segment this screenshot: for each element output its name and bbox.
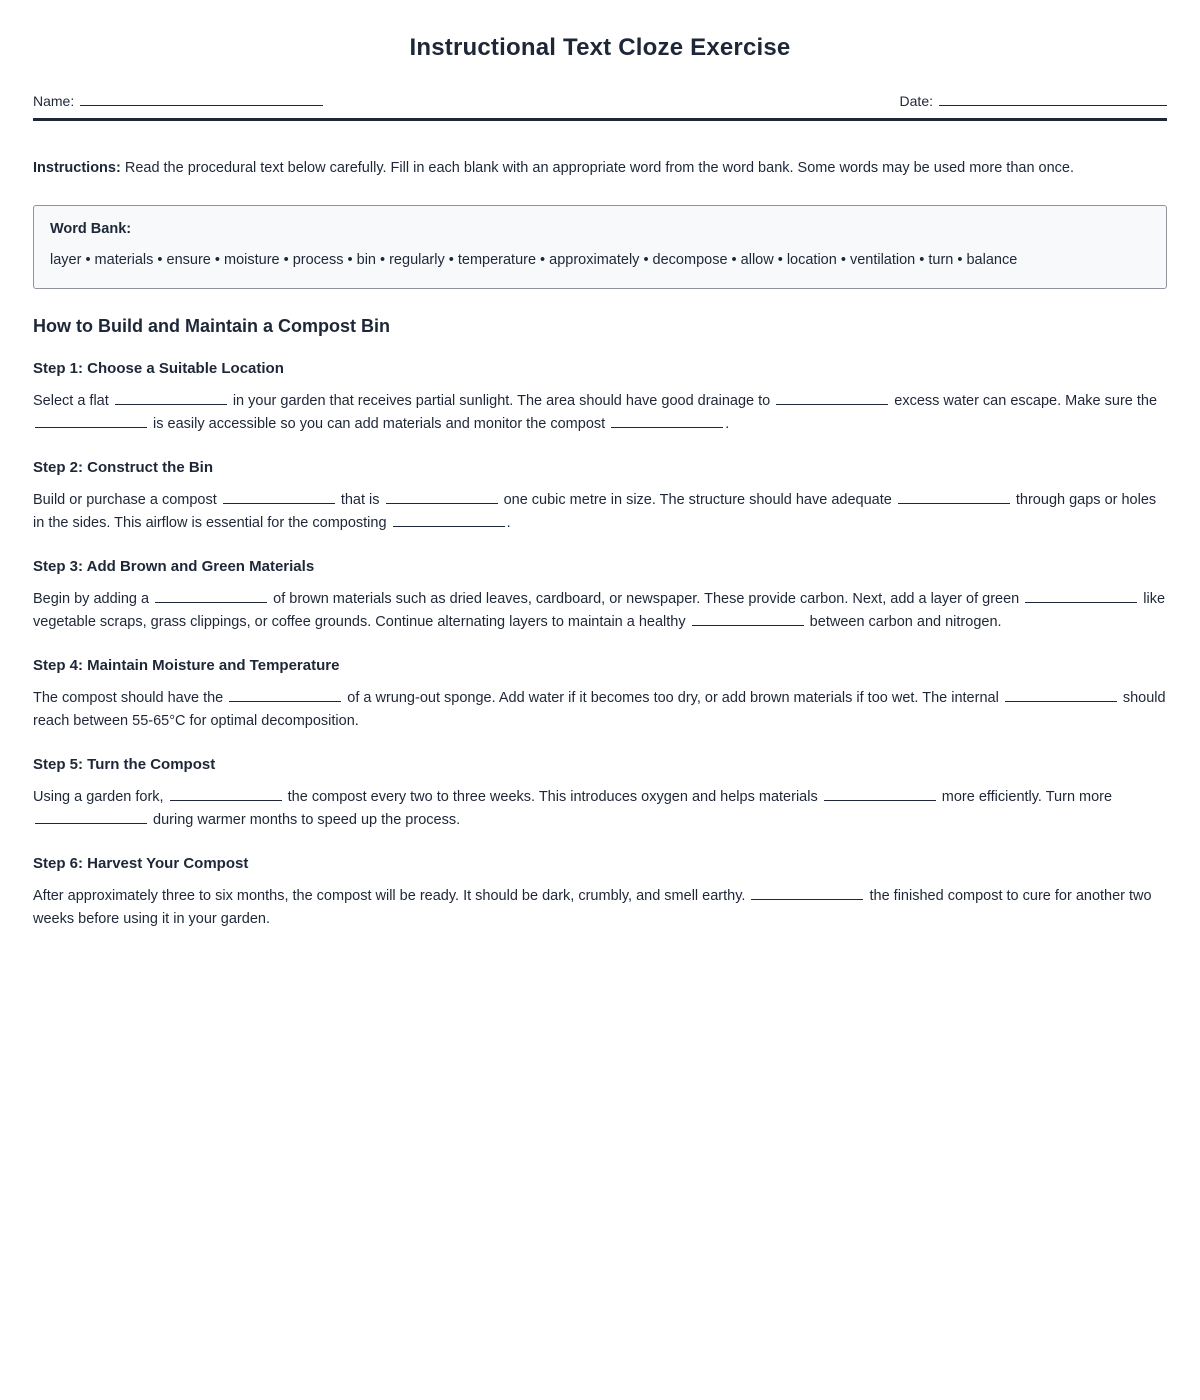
fill-in-blank[interactable] xyxy=(751,886,863,900)
fill-in-blank[interactable] xyxy=(35,810,147,824)
fill-in-blank[interactable] xyxy=(35,414,147,428)
fill-in-blank[interactable] xyxy=(1025,589,1137,603)
name-field xyxy=(33,92,323,109)
word-bank-label: Word Bank: xyxy=(50,221,132,237)
fill-in-blank[interactable] xyxy=(229,688,341,702)
word-bank-box xyxy=(33,205,1167,289)
fill-in-blank[interactable] xyxy=(1005,688,1117,702)
page-title: Instructional Text Cloze Exercise xyxy=(409,34,791,61)
fill-in-blank[interactable] xyxy=(692,612,804,626)
fill-in-blank[interactable] xyxy=(155,589,267,603)
step-heading: Step 2: Construct the Bin xyxy=(33,459,214,476)
step-heading: Step 3: Add Brown and Green Materials xyxy=(33,558,315,575)
name-label: Name: xyxy=(33,93,75,109)
fill-in-blank[interactable] xyxy=(824,787,936,801)
fill-in-blank[interactable] xyxy=(115,391,227,405)
step-heading: Step 5: Turn the Compost xyxy=(33,756,216,773)
step-paragraph: Build or purchase a compost that is one cubic metre in size. The structure should have adequate through gaps or holes in the sides. This airflow is essential for the composting . xyxy=(33,492,1157,531)
step-paragraph: Select a flat in your garden that receives partial sunlight. The area should have good drainage to excess water can escape. Make sure the is easily accessible so you can add materials and monitor the compost . xyxy=(33,393,1158,432)
date-field xyxy=(900,92,1167,109)
header-divider xyxy=(33,118,1167,121)
instructions-text: Read the procedural text below carefully. Fill in each blank with an appropriate word from the word bank. Some words may be used more than once. xyxy=(120,160,1075,176)
fill-in-blank[interactable] xyxy=(898,490,1010,504)
fill-in-blank[interactable] xyxy=(170,787,282,801)
step-paragraph: The compost should have the of a wrung-out sponge. Add water if it becomes too dry, or add brown materials if too wet. The internal should reach between 55-65°C for optimal decomposition. xyxy=(33,690,1166,729)
name-input-line[interactable] xyxy=(80,92,323,106)
date-input-line[interactable] xyxy=(939,92,1167,106)
word-bank-words: layer • materials • ensure • moisture • process • bin • regularly • temperature • approximately • decompose • allow • location • ventilation • turn • balance xyxy=(50,252,1018,268)
fill-in-blank[interactable] xyxy=(223,490,335,504)
step-paragraph: After approximately three to six months, the compost will be ready. It should be dark, crumbly, and smell earthy. the finished compost to cure for another two weeks before using it in your garden. xyxy=(33,888,1152,927)
fill-in-blank[interactable] xyxy=(386,490,498,504)
date-label: Date: xyxy=(899,93,933,109)
step-paragraph: Using a garden fork, the compost every two to three weeks. This introduces oxygen and helps materials more efficiently. Turn more during warmer months to speed up the process. xyxy=(33,789,1113,828)
instructions-label: Instructions: xyxy=(33,160,121,176)
fill-in-blank[interactable] xyxy=(393,513,505,527)
step-heading: Step 6: Harvest Your Compost xyxy=(33,855,249,872)
fill-in-blank[interactable] xyxy=(776,391,888,405)
exercise-steps xyxy=(33,360,1167,931)
fill-in-blank[interactable] xyxy=(611,414,723,428)
step-heading: Step 4: Maintain Moisture and Temperature xyxy=(33,657,340,674)
name-date-row xyxy=(33,92,1167,109)
step-heading: Step 1: Choose a Suitable Location xyxy=(33,360,284,377)
step-paragraph: Begin by adding a of brown materials such as dried leaves, cardboard, or newspaper. These provide carbon. Next, add a layer of green like vegetable scraps, grass clippings, or coffee grounds. Continue alternating layers to maintain a healthy between carbon and nitrogen. xyxy=(33,591,1166,630)
instructions-paragraph xyxy=(33,157,1167,179)
exercise-title: How to Build and Maintain a Compost Bin xyxy=(33,316,390,336)
